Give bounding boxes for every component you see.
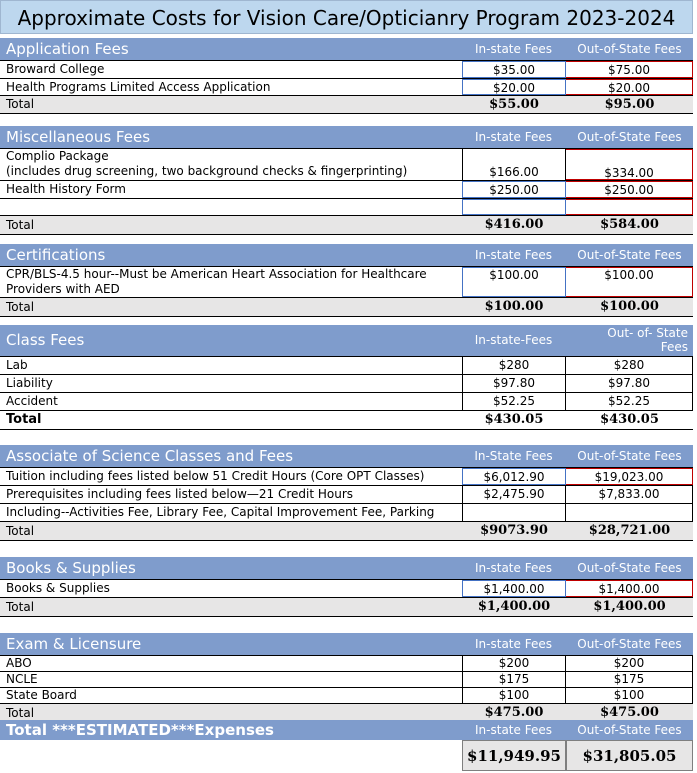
row-value-instate: $166.00 [462, 149, 566, 180]
row-label-line1: CPR/BLS-4.5 hour--Must be American Heart Association for Healthcare [6, 267, 427, 281]
row-label: Books & Supplies [6, 581, 110, 595]
row-value-outstate: $7,833.00 [566, 486, 693, 503]
row-value-instate: $250.00 [462, 181, 566, 198]
section-label: Books & Supplies [6, 559, 136, 577]
row-value-instate: $52.25 [462, 393, 566, 410]
total-instate: $430.05 [484, 412, 544, 427]
row-value-outstate: $100.00 [566, 267, 693, 297]
row-label: Lab [6, 358, 28, 372]
row-label: ABO [6, 656, 32, 670]
total-outstate: $100.00 [600, 299, 659, 314]
total-label: Total [6, 412, 42, 427]
col-header-instate: In-state Fees [475, 248, 552, 262]
total-outstate: $95.00 [604, 97, 655, 112]
row-label-line2: (includes drug screening, two background checks & fingerprinting) [6, 164, 408, 178]
section-miscellaneous-fees [0, 126, 693, 235]
row-label [6, 149, 407, 179]
row-value-outstate: $19,023.00 [566, 468, 693, 485]
total-instate: $475.00 [484, 705, 544, 720]
grand-total-outstate: $31,805.05 [566, 740, 693, 771]
col-header-outstate-line2: Fees [660, 340, 688, 354]
total-outstate: $430.05 [600, 412, 659, 427]
row-label [6, 267, 427, 297]
table-row [0, 467, 693, 486]
section-total [0, 298, 693, 317]
row-value-instate: $2,475.90 [462, 486, 566, 503]
table-row [0, 579, 693, 598]
row-value-outstate: $20.00 [566, 79, 693, 95]
total-instate: $100.00 [484, 299, 544, 314]
row-value-instate: $6,012.90 [462, 468, 566, 485]
row-value-outstate: $175 [566, 672, 693, 687]
total-outstate: $584.00 [600, 217, 659, 232]
row-label-line1: Complio Package [6, 149, 109, 163]
section-header [0, 325, 693, 356]
table-row [0, 672, 693, 688]
section-associate-of-science [0, 445, 693, 541]
total-label: Total [6, 300, 35, 314]
section-label: Associate of Science Classes and Fees [6, 447, 294, 465]
row-value-instate: $175 [462, 672, 566, 687]
table-row [0, 181, 693, 199]
total-outstate: $28,721.00 [588, 523, 671, 538]
col-header-instate: In-state Fees [475, 561, 552, 575]
col-header-outstate: Out-of-State Fees [577, 561, 682, 575]
section-total [0, 216, 693, 235]
table-row [0, 375, 693, 393]
section-header [0, 557, 693, 579]
row-value-instate [462, 199, 566, 215]
row-value-outstate: $200 [566, 656, 693, 671]
row-label: Liability [6, 376, 53, 390]
col-header-outstate: Out-of-State Fees [577, 130, 682, 144]
col-header-outstate: Out-of-State Fees [577, 637, 682, 651]
row-value-outstate: $280 [566, 357, 693, 374]
row-value-outstate: $1,400.00 [566, 580, 693, 597]
total-label: Total [6, 706, 35, 720]
col-header-instate: In-State Fees [474, 449, 553, 463]
row-value-outstate [566, 504, 693, 521]
col-header-instate: In-state-Fees [474, 333, 553, 347]
row-value-instate [462, 504, 566, 521]
total-instate: $416.00 [484, 217, 544, 232]
section-total [0, 96, 693, 114]
col-header-outstate-line1: Out- of- State [607, 326, 688, 340]
row-value-outstate: $250.00 [566, 181, 693, 198]
table-row [0, 60, 693, 79]
section-header [0, 244, 693, 266]
table-row [0, 79, 693, 96]
row-label: Health History Form [6, 182, 126, 196]
table-row [0, 148, 693, 181]
row-label: Tuition including fees listed below 51 Credit Hours (Core OPT Classes) [6, 469, 425, 483]
section-total [0, 411, 693, 430]
total-outstate: $475.00 [600, 705, 659, 720]
row-value-outstate: $100 [566, 688, 693, 703]
section-header [0, 38, 693, 60]
section-application-fees [0, 38, 693, 114]
table-row [0, 655, 693, 672]
table-row [0, 393, 693, 411]
row-value-outstate: $75.00 [566, 61, 693, 78]
row-value-instate: $200 [462, 656, 566, 671]
grand-total-instate: $11,949.95 [462, 740, 566, 771]
section-label: Exam & Licensure [6, 635, 142, 653]
total-label: Total [6, 97, 35, 111]
grand-total-header [0, 720, 693, 740]
col-header-outstate: Out-of-State Fees [577, 723, 682, 737]
table-row [0, 504, 693, 522]
col-header-outstate: Out-of-State Fees [577, 449, 682, 463]
section-class-fees [0, 325, 693, 430]
total-instate: $9073.90 [480, 523, 548, 538]
row-value-outstate: $334.00 [566, 149, 693, 180]
section-header [0, 445, 693, 467]
page-title: Approximate Costs for Vision Care/Opticianry Program 2023-2024 [0, 0, 693, 34]
table-row [0, 199, 693, 216]
row-value-instate: $1,400.00 [462, 580, 566, 597]
section-label: Class Fees [6, 331, 85, 349]
row-value-instate: $280 [462, 357, 566, 374]
col-header-instate: In-state Fees [475, 723, 552, 737]
row-value-instate: $100 [462, 688, 566, 703]
section-exam-licensure [0, 633, 693, 723]
total-instate: $55.00 [489, 97, 539, 112]
col-header-instate: In-state Fees [475, 42, 552, 56]
section-header [0, 633, 693, 655]
grand-total-label: Total ***ESTIMATED***Expenses [6, 721, 274, 739]
row-value-instate: $100.00 [462, 267, 566, 297]
row-label: Prerequisites including fees listed below—21 Credit Hours [6, 487, 354, 501]
total-label: Total [6, 218, 35, 232]
row-label-line2: Providers with AED [6, 282, 120, 296]
col-header-outstate: Out-of-State Fees [577, 248, 682, 262]
row-label: State Board [6, 688, 77, 702]
col-header-outstate: Out-of-State Fees [577, 42, 682, 56]
row-label: Broward College [6, 62, 105, 76]
section-books-supplies [0, 557, 693, 617]
row-label: Accident [6, 394, 58, 408]
row-value-instate: $20.00 [462, 79, 566, 95]
section-label: Certifications [6, 246, 106, 264]
section-label: Application Fees [6, 40, 129, 58]
total-instate: $1,400.00 [477, 599, 551, 614]
row-label: Health Programs Limited Access Application [6, 80, 271, 94]
col-header-outstate [566, 325, 688, 354]
col-header-instate: In-state Fees [475, 130, 552, 144]
table-row [0, 688, 693, 704]
section-total [0, 598, 693, 617]
row-value-instate: $35.00 [462, 61, 566, 78]
table-row [0, 486, 693, 504]
section-header [0, 126, 693, 148]
section-certifications [0, 244, 693, 317]
col-header-instate: In-state Fees [475, 637, 552, 651]
row-value-outstate: $97.80 [566, 375, 693, 392]
row-label: Including--Activities Fee, Library Fee, Capital Improvement Fee, Parking [6, 505, 435, 519]
row-label: NCLE [6, 672, 38, 686]
section-total [0, 522, 693, 541]
table-row [0, 356, 693, 375]
total-outstate: $1,400.00 [593, 599, 666, 614]
row-value-outstate [566, 199, 693, 215]
total-label: Total [6, 524, 35, 538]
table-row [0, 266, 693, 298]
row-value-instate: $97.80 [462, 375, 566, 392]
total-label: Total [6, 600, 35, 614]
section-label: Miscellaneous Fees [6, 128, 151, 146]
row-value-outstate: $52.25 [566, 393, 693, 410]
